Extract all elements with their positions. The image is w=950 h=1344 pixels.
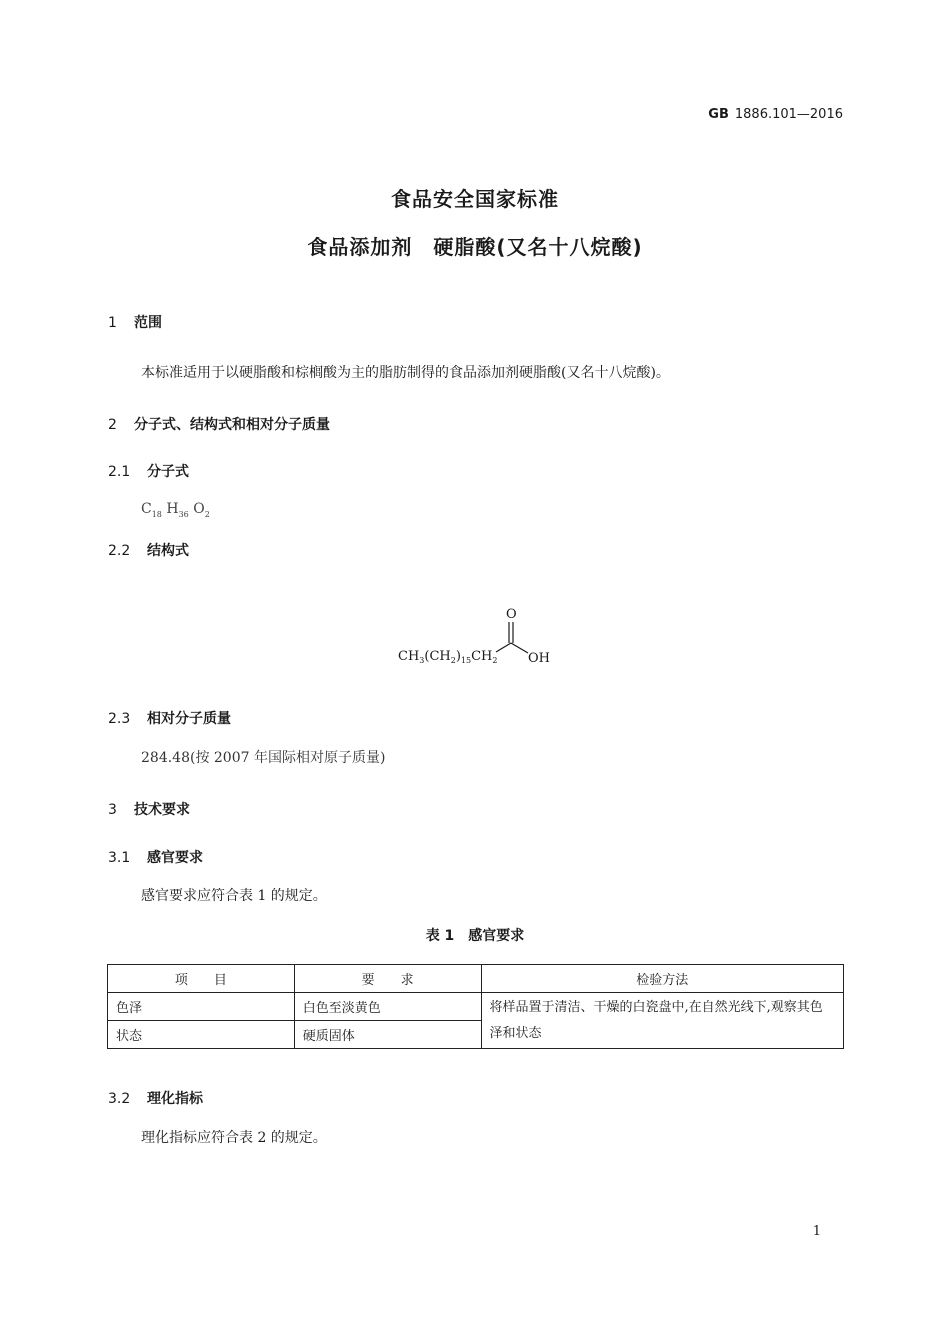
section-2-3-heading: 2.3 相对分子质量 <box>108 711 231 727</box>
table-1-caption: 表 1 感官要求 <box>425 928 525 944</box>
section-1-text: 本标准适用于以硬脂酸和棕榈酸为主的脂肪制得的食品添加剂硬脂酸(又名十八烷酸)。 <box>141 365 670 381</box>
section-2-2-heading: 2.2 结构式 <box>108 543 189 559</box>
carbonyl-oxygen-label: O <box>506 607 517 622</box>
molecular-mass-text: 284.48(按 2007 年国际相对原子质量) <box>141 750 386 766</box>
standard-number <box>708 107 843 122</box>
section-1-heading: 1 范围 <box>108 315 162 331</box>
structural-formula <box>390 600 570 672</box>
hydroxyl-label: OH <box>528 651 550 666</box>
table-header-row <box>108 965 844 993</box>
sensory-requirements-table <box>107 964 844 1049</box>
section-2-1-heading: 2.1 分子式 <box>108 464 189 480</box>
section-3-1-text: 感官要求应符合表 1 的规定。 <box>141 888 327 904</box>
svg-text:CH3(CH2)15CH2: $CH_3(CH_2)_{15}CH_2$ <box>398 649 498 665</box>
header-test-method: 检验方法 <box>481 965 843 993</box>
section-2-heading: 2 分子式、结构式和相对分子质量 <box>108 417 330 433</box>
document-title-line1: 食品安全国家标准 <box>391 187 559 211</box>
header-requirement: 要 求 <box>294 965 481 993</box>
row-item: 色泽 <box>108 993 295 1021</box>
row-item: 状态 <box>108 1021 295 1049</box>
page-number: 1 <box>812 1224 821 1239</box>
row-requirement: 白色至淡黄色 <box>294 993 481 1021</box>
row-requirement: 硬质固体 <box>294 1021 481 1049</box>
section-3-2-heading: 3.2 理化指标 <box>108 1091 203 1107</box>
bond-c-oh <box>511 643 528 653</box>
section-3-2-text: 理化指标应符合表 2 的规定。 <box>141 1130 327 1146</box>
section-3-heading: 3 技术要求 <box>108 802 190 818</box>
section-3-1-heading: 3.1 感官要求 <box>108 850 203 866</box>
standard-code: 1886.101—2016 <box>734 107 843 122</box>
bond-ch2-c <box>496 643 511 652</box>
document-title-line2: 食品添加剂 硬脂酸(又名十八烷酸) <box>307 235 643 259</box>
standard-prefix: GB <box>708 107 729 122</box>
row-test-method: 将样品置于清洁、干燥的白瓷盘中,在自然光线下,观察其色泽和状态 <box>481 993 843 1049</box>
table-row <box>108 993 844 1021</box>
molecular-formula: $C_{18}$ $H_{36}$ $O_2$ <box>141 501 210 519</box>
header-item: 项 目 <box>108 965 295 993</box>
